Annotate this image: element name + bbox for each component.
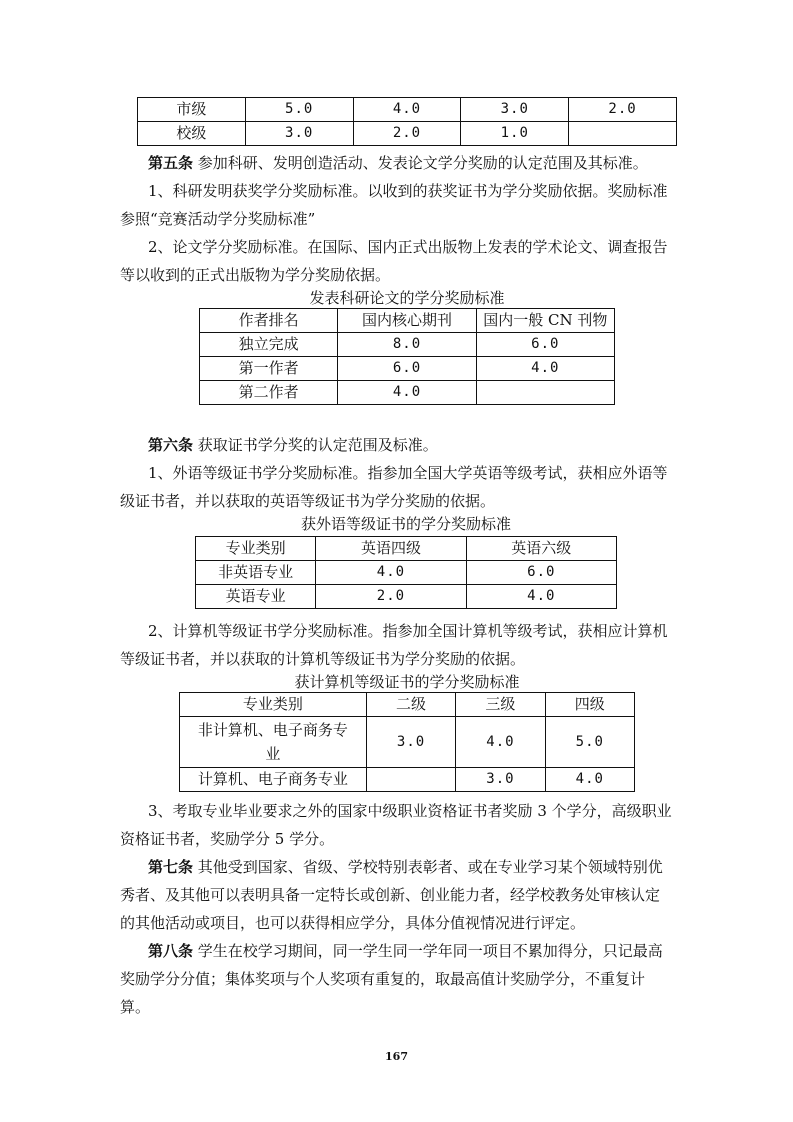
- article-text: 获取证书学分奖的认定范围及标准。: [197, 436, 438, 454]
- table-cell: [366, 768, 455, 792]
- paragraph-line: 的其他活动或项目，也可以获得相应学分，具体分值视情况进行评定。: [120, 914, 586, 932]
- table-header: 国内核心期刊: [338, 309, 476, 333]
- table-row: [200, 309, 615, 333]
- paragraph-line: 资格证书者，奖励学分 5 学分。: [120, 830, 335, 848]
- table-row: [180, 693, 635, 717]
- table-header: 四级: [545, 693, 634, 717]
- table-cell: 3.0: [245, 122, 353, 146]
- article-heading: 第七条: [148, 858, 194, 876]
- table-row: [196, 561, 617, 585]
- table-header: 二级: [366, 693, 455, 717]
- table-row: [180, 768, 635, 792]
- table-cell: 2.0: [353, 122, 461, 146]
- table-cell: 独立完成: [200, 333, 338, 357]
- table-row: [196, 537, 617, 561]
- table-cell: 4.0: [338, 381, 476, 405]
- paragraph-line: 等级证书者，并以获取的计算机等级证书为学分奖励的依据。: [120, 650, 526, 668]
- table-row: [200, 357, 615, 381]
- table-cell: 2.0: [569, 98, 677, 122]
- article-text: 参加科研、发明创造活动、发表论文学分奖励的认定范围及其标准。: [197, 154, 648, 172]
- paragraph-line: 1、科研发明获奖学分奖励标准。以收到的获奖证书为学分奖励依据。奖励标准: [148, 182, 668, 200]
- table-header: 作者排名: [200, 309, 338, 333]
- table-caption: 获外语等级证书的学分奖励标准: [300, 515, 511, 533]
- table-header: 专业类别: [196, 537, 316, 561]
- table-row: [200, 333, 615, 357]
- table-cell: 4.0: [466, 585, 616, 609]
- table-cell: 第二作者: [200, 381, 338, 405]
- table-cell: 校级: [138, 122, 246, 146]
- table-caption: 发表科研论文的学分奖励标准: [309, 289, 505, 307]
- table-cell: 1.0: [461, 122, 569, 146]
- article-text: 其他受到国家、省级、学校特别表彰者、或在专业学习某个领域特别优: [197, 858, 663, 876]
- paragraph-line: 算。: [120, 998, 151, 1016]
- table-cell: 5.0: [545, 717, 634, 768]
- table-row: [180, 717, 635, 768]
- paragraph-line: 3、考取专业毕业要求之外的国家中级职业资格证书者奖励 3 个学分，高级职业: [148, 802, 672, 820]
- table-cell: 市级: [138, 98, 246, 122]
- table-cell: 3.0: [456, 768, 545, 792]
- article-8: [148, 937, 708, 965]
- table-cell: 3.0: [461, 98, 569, 122]
- table-cell: 4.0: [316, 561, 466, 585]
- article-7: [148, 853, 708, 881]
- cell-line: 非计算机、电子商务专: [197, 721, 348, 739]
- table-cell: 4.0: [353, 98, 461, 122]
- article-text: 学生在校学习期间，同一学生同一学年同一项目不累加得分，只记最高: [197, 942, 663, 960]
- table-header: 三级: [456, 693, 545, 717]
- table-cell: 8.0: [338, 333, 476, 357]
- table-cell: 4.0: [456, 717, 545, 768]
- table-header: 英语六级: [466, 537, 616, 561]
- paragraph-line: 2、论文学分奖励标准。在国际、国内正式出版物上发表的学术论文、调查报告: [148, 238, 668, 256]
- table-cell: 计算机、电子商务专业: [180, 768, 367, 792]
- article-5-title: [148, 149, 708, 177]
- page-number: 167: [385, 1050, 408, 1063]
- table-cell: 第一作者: [200, 357, 338, 381]
- paragraph-line: 秀者、及其他可以表明具备一定特长或创新、创业能力者，经学校教务处审核认定: [120, 886, 661, 904]
- paragraph-line: 2、计算机等级证书学分奖励标准。指参加全国计算机等级考试，获相应计算机: [148, 622, 668, 640]
- table-cell: 4.0: [545, 768, 634, 792]
- article-heading: 第五条: [148, 154, 194, 172]
- table-cell: 4.0: [476, 357, 614, 381]
- table-cell: 5.0: [245, 98, 353, 122]
- table-paper-awards: [199, 308, 615, 405]
- paragraph-line: 奖励学分分值；集体奖项与个人奖项有重复的，取最高值计奖励学分，不重复计: [120, 970, 646, 988]
- table-cell: 6.0: [338, 357, 476, 381]
- table-caption: 获计算机等级证书的学分奖励标准: [294, 673, 520, 691]
- cell-line: 业: [265, 745, 281, 763]
- table-cell: 2.0: [316, 585, 466, 609]
- paragraph-line: 等以收到的正式出版物为学分奖励依据。: [120, 266, 391, 284]
- article-6-title: [148, 431, 708, 459]
- paragraph-line: 1、外语等级证书学分奖励标准。指参加全国大学英语等级考试，获相应外语等: [148, 464, 668, 482]
- article-heading: 第六条: [148, 436, 194, 454]
- table-header: 英语四级: [316, 537, 466, 561]
- table-cell: 6.0: [476, 333, 614, 357]
- paragraph-line: 级证书者，并以获取的英语等级证书为学分奖励的依据。: [120, 492, 496, 510]
- table-english-cert: [195, 536, 617, 609]
- table-header: 专业类别: [180, 693, 367, 717]
- table-cell: 6.0: [466, 561, 616, 585]
- paragraph-line: 参照“竞赛活动学分奖励标准”: [120, 210, 316, 228]
- table-row: [196, 585, 617, 609]
- table-award-levels: [137, 97, 677, 146]
- table-cell: 英语专业: [196, 585, 316, 609]
- table-cell: 非英语专业: [196, 561, 316, 585]
- table-cell: [180, 717, 367, 768]
- table-row: [138, 122, 677, 146]
- table-cell: [476, 381, 614, 405]
- article-heading: 第八条: [148, 942, 194, 960]
- table-cell: 3.0: [366, 717, 455, 768]
- table-computer-cert: [179, 692, 635, 792]
- table-header: 国内一般 CN 刊物: [476, 309, 614, 333]
- table-row: [200, 381, 615, 405]
- table-cell: [569, 122, 677, 146]
- table-row: [138, 98, 677, 122]
